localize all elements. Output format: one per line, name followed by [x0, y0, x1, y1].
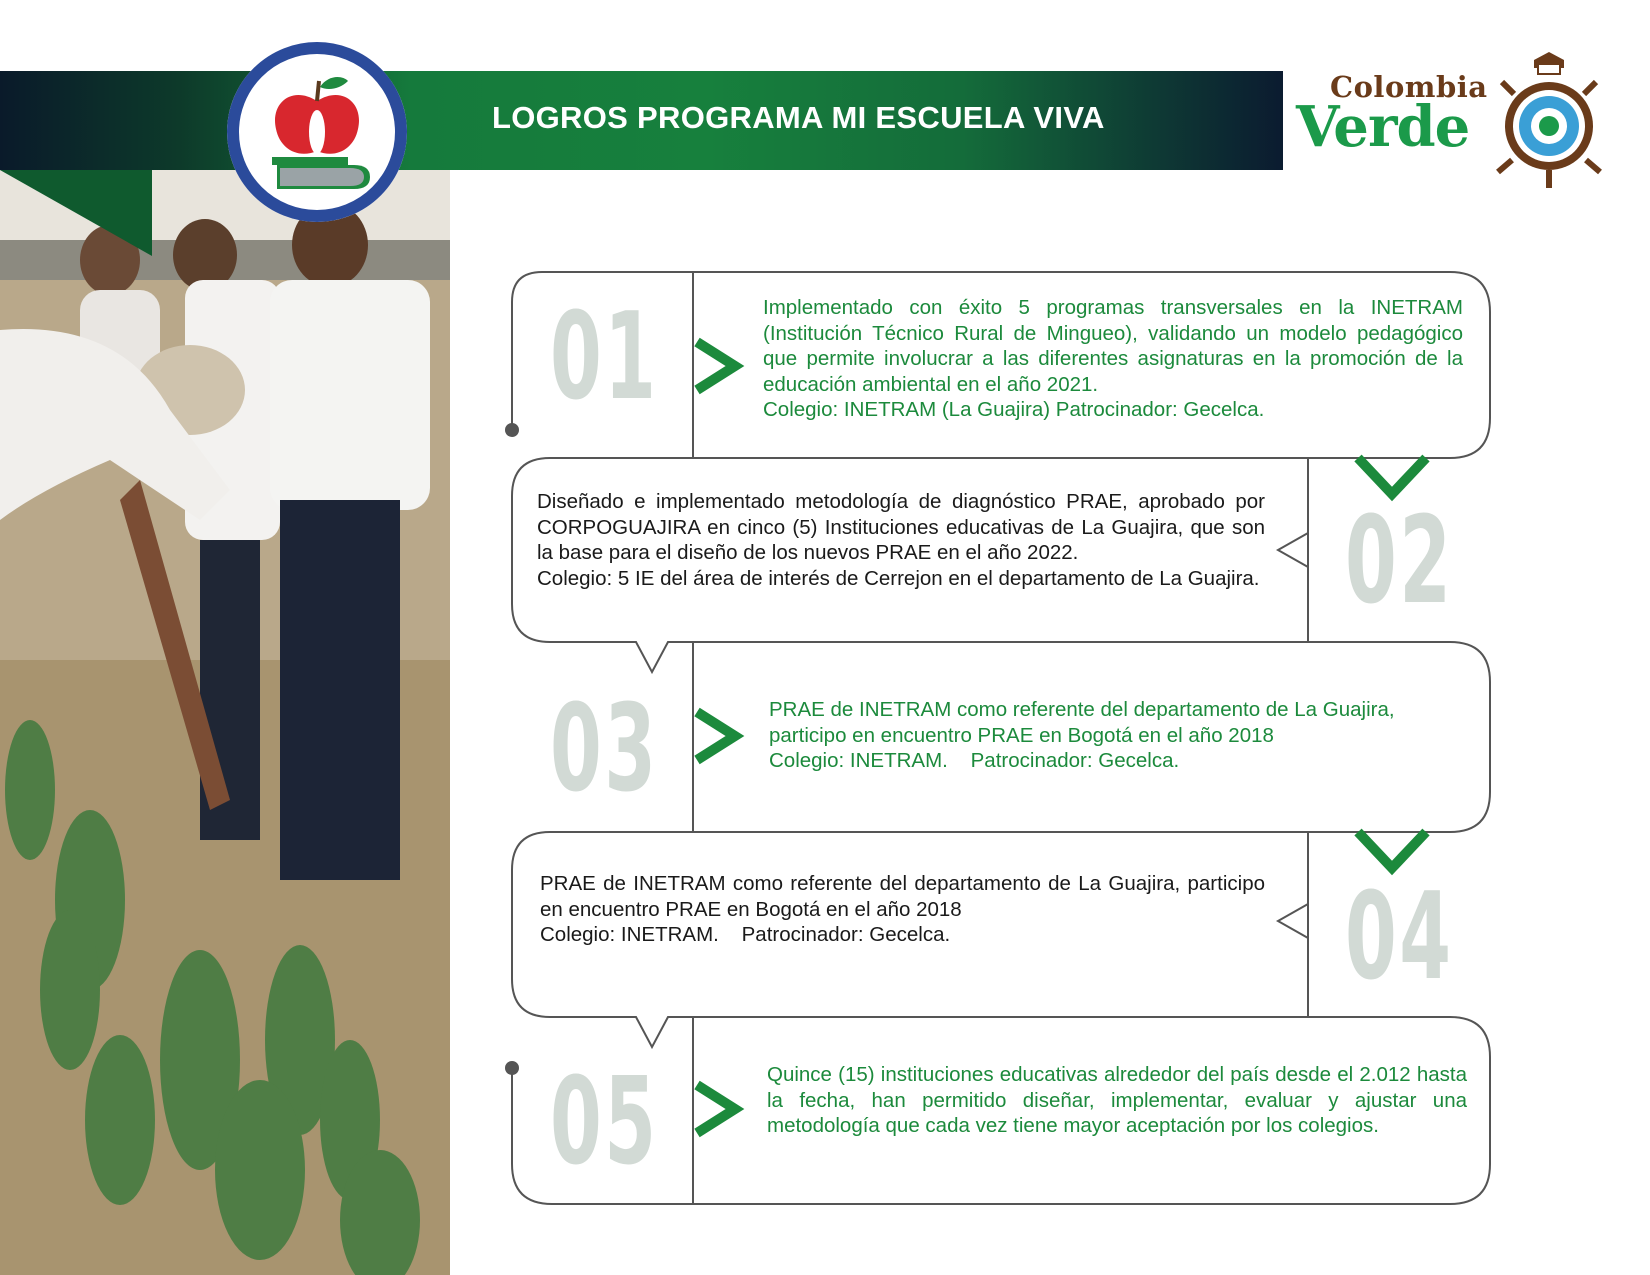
achievement-detail: Colegio: INETRAM. Patrocinador: Gecelca. [540, 923, 951, 946]
achievement-detail: Colegio: INETRAM (La Guajira) Patrocinador: Gecelca. [763, 398, 1265, 421]
achievement-body: PRAE de INETRAM como referente del departamento de La Guajira, participo en encuentro PRAE en Bogotá en el año 2018 [540, 872, 1265, 921]
students-photo [0, 160, 450, 1275]
achievement-body: Diseñado e implementado metodología de diagnóstico PRAE, aprobado por CORPOGUAJIRA en cinco (5) Instituciones educativas de La Guajira, que son la base para el diseño de los nuevos PRAE en el año 2022. [537, 490, 1265, 564]
chevron-right-icon [697, 712, 735, 760]
achievement-text-02 [537, 489, 1265, 591]
logo-line2: Verde [1296, 94, 1470, 160]
achievement-text-04 [540, 871, 1265, 948]
colombia-verde-logo [1290, 48, 1610, 198]
achievement-number-04: 04 [1345, 868, 1454, 1007]
logo-line1: Colombia [1330, 70, 1488, 104]
achievement-text-01 [763, 295, 1463, 423]
achievement-text-05 [767, 1062, 1467, 1139]
achievement-number-01: 01 [550, 288, 659, 427]
achievement-text-03 [769, 697, 1464, 774]
achievement-body: PRAE de INETRAM como referente del departamento de La Guajira, participo en encuentro PRAE en Bogotá en el año 2018 [769, 698, 1395, 747]
achievement-detail: Colegio: 5 IE del área de interés de Cerrejon en el departamento de La Guajira. [537, 566, 1260, 590]
apple-on-book-icon [222, 37, 412, 227]
chevron-down-icon [1358, 832, 1426, 868]
page-title: LOGROS PROGRAMA MI ESCUELA VIVA [492, 100, 1105, 135]
achievement-body: Quince (15) instituciones educativas alrededor del país desde el 2.012 hasta la fecha, han permitido diseñar, implementar, evaluar y ajustar una metodología que cada vez tiene mayor aceptación por los colegios. [767, 1063, 1467, 1137]
chevron-right-icon [697, 342, 735, 390]
sun-emblem-icon [1492, 52, 1607, 192]
achievement-number-05: 05 [550, 1053, 659, 1192]
achievement-body: Implementado con éxito 5 programas transversales en la INETRAM (Institución Técnico Rural de Mingueo), validando un modelo pedagógico que permite involucrar a las diferentes asignaturas en la promoción de la educación ambiental en el año 2021. [763, 296, 1463, 396]
banner-fold [0, 170, 160, 260]
achievement-number-02: 02 [1345, 492, 1454, 631]
chevron-down-icon [1358, 458, 1426, 494]
chevron-right-icon [697, 1085, 735, 1133]
achievement-number-03: 03 [550, 680, 659, 819]
achievement-detail: Colegio: INETRAM. Patrocinador: Gecelca. [769, 749, 1180, 772]
